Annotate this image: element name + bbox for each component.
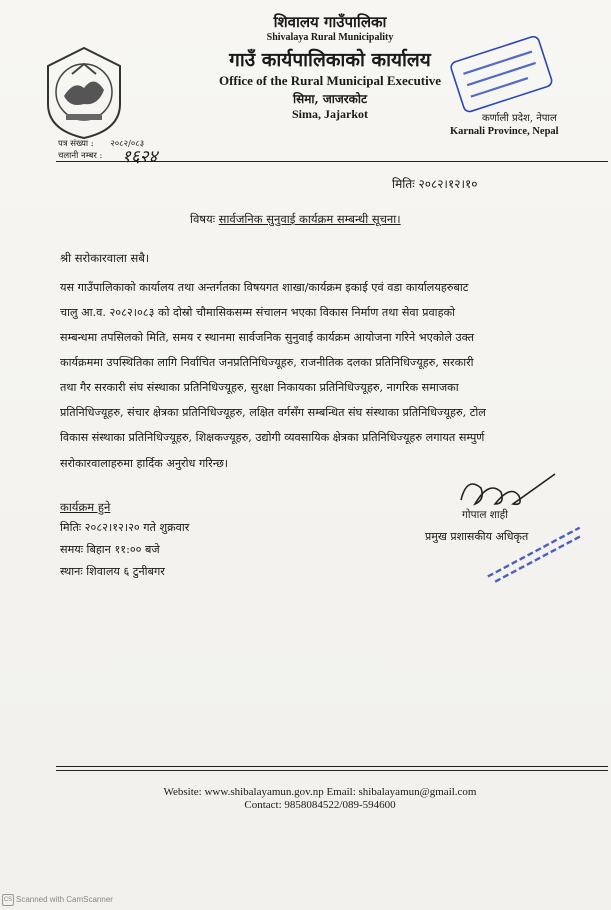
office-name-np: गाउँ कार्यपालिकाको कार्यालय <box>229 49 431 71</box>
subject-text: सार्वजनिक सुनुवाई कार्यक्रम सम्बन्धी सूचना। <box>218 212 401 226</box>
province-np: कर्णाली प्रदेश, नेपाल <box>482 113 557 124</box>
municipality-name-np: शिवालय गाउँपालिका <box>273 13 387 31</box>
dispatch-number-value: १६२४ <box>122 147 158 167</box>
body-line: कार्यक्रममा उपस्थितिका लागि निर्वाचित जनप्रतिनिधिज्यूहरु, राजनीतिक दलका प्रतिनिधिज्यूहरु, सरकारी <box>60 356 474 369</box>
signatory-title: प्रमुख प्रशासकीय अधिकृत <box>425 530 529 543</box>
place-np: सिमा, जाजरकोट <box>292 92 368 106</box>
office-stamp <box>446 36 558 116</box>
province-en: Karnali Province, Nepal <box>450 126 559 137</box>
camscanner-text: Scanned with CamScanner <box>16 895 113 904</box>
place-en: Sima, Jajarkot <box>292 107 368 121</box>
letter-number-value: २०८२/०८३ <box>110 139 145 149</box>
footer-divider-bottom <box>56 770 608 771</box>
subject-line <box>190 212 401 227</box>
header-divider <box>56 161 608 162</box>
letter-number-label: पत्र संख्या : <box>58 139 94 149</box>
office-name-en: Office of the Rural Municipal Executive <box>218 73 442 88</box>
body-line: यस गाउँपालिकाको कार्यालय तथा अन्तर्गतका विषयगत शाखा/कार्यक्रम इकाई एवं वडा कार्यालयहरुबाट <box>60 281 469 294</box>
municipality-name-en: Shivalaya Rural Municipality <box>266 32 394 43</box>
subject-label: विषयः <box>190 212 216 226</box>
signatory-name: गोपाल शाही <box>462 509 508 521</box>
salutation: श्री सरोकारवाला सबै। <box>60 251 150 265</box>
body-line: विकास संस्थाका प्रतिनिधिज्यूहरु, शिक्षकज्यूहरु, उद्योगी व्यवसायिक क्षेत्रका प्रतिनिधिज्यूहरु लगायत सम्पुर्ण <box>60 431 485 444</box>
body-line: प्रतिनिधिज्यूहरु, संचार क्षेत्रका प्रतिनिधिज्यूहरु, लक्षित वर्गसँग सम्बन्धित संघ संस्थाका प्रतिनिधिज्यूहरु, टोल <box>60 406 486 419</box>
camscanner-icon: CS <box>2 894 14 906</box>
nepal-emblem-logo <box>42 44 126 140</box>
body-line: सम्बन्धमा तपसिलको मिति, समय र स्थानमा सार्वजनिक सुनुवाई कार्यक्रम आयोजना गरिने भएकोले उक्त <box>60 331 474 344</box>
body-line: तथा गैर सरकारी संघ संस्थाका प्रतिनिधिज्यूहरु, सुरक्षा निकायका प्रतिनिधिज्यूहरु, नागरिक समाजका <box>60 381 459 394</box>
program-date: मितिः २०८२।१२।२० गते शुक्रवार <box>60 521 190 534</box>
letter-date: मितिः २०८२।१२।१० <box>392 177 478 191</box>
body-line: चालु आ.व. २०८२।०८३ को दोस्रो चौमासिकसम्म संचालन भएका विकास निर्माण तथा सेवा प्रवाहको <box>60 306 456 319</box>
body-line: सरोकारवालाहरुमा हार्दिक अनुरोध गरिन्छ। <box>60 457 229 470</box>
footer-contact-web: Website: www.shibalayamun.gov.np Email: shibalayamun@gmail.com <box>163 786 477 798</box>
program-venue: स्थानः शिवालय ६ टुनीबगर <box>60 565 165 578</box>
footer-divider-top <box>56 766 608 767</box>
officer-seal <box>470 505 590 585</box>
program-heading: कार्यक्रम हुने <box>60 500 111 514</box>
footer-contact-phone: Contact: 9858084522/089-594600 <box>244 799 396 811</box>
dispatch-number-label: चलानी नम्बर : <box>58 151 103 161</box>
program-time: समयः बिहान ११:०० बजे <box>60 543 160 556</box>
camscanner-watermark <box>0 888 160 910</box>
